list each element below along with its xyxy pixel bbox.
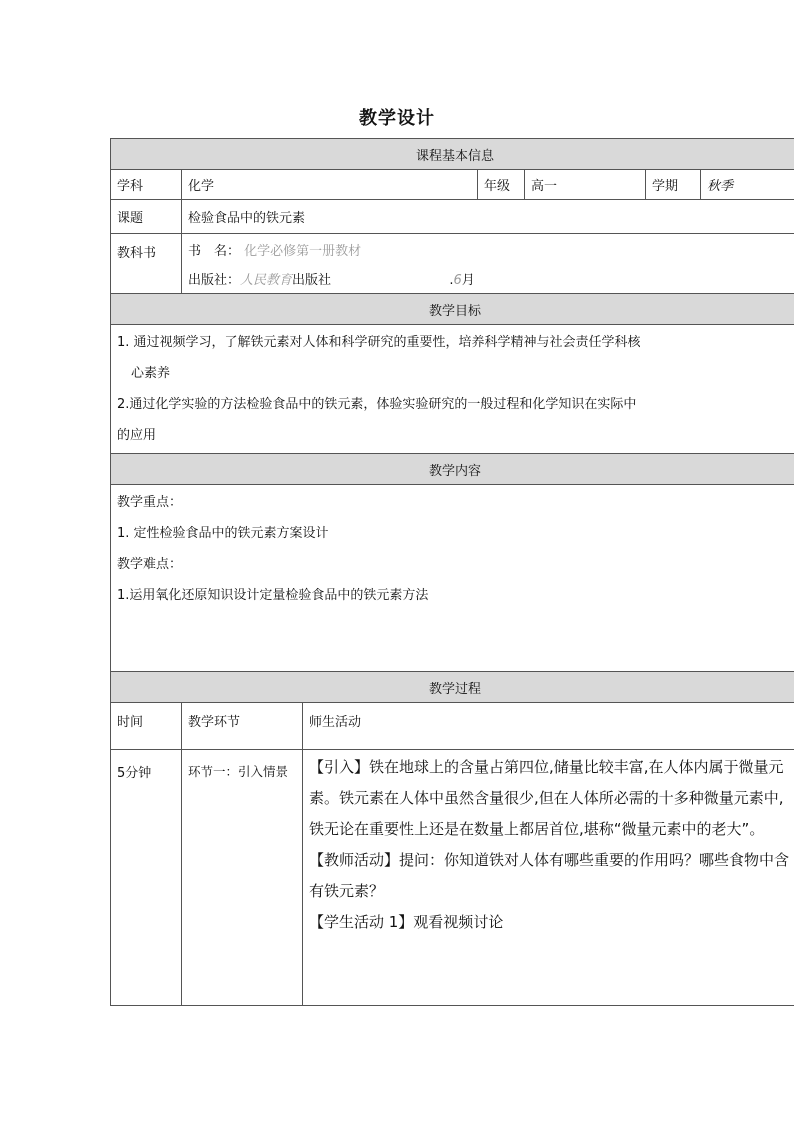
book-name-label: 书 名： — [188, 243, 241, 259]
goal-item-1-line-1: 1. 通过视频学习，了解铁元素对人体和科学研究的重要性，培养科学精神与社会责任学科核 — [117, 335, 641, 350]
col-header-activity: 师生活动 — [303, 703, 794, 750]
subject-value: 化学 — [182, 170, 478, 200]
activity-teacher: 【教师活动】提问：你知道铁对人体有哪些重要的作用吗？哪些食物中含有铁元素？ — [309, 851, 790, 900]
publisher-suffix: 出版社 — [292, 273, 332, 289]
activity-intro: 【引入】铁在地球上的含量占第四位,储量比较丰富,在人体内属于微量元素。铁元素在人体中虽然含量很少,但在人体所必需的十多种微量元素中,铁无论在重要性上还是在数量上都居首位,堪称“微量元素中的老大”。 — [309, 758, 784, 838]
section-header-basic: 课程基本信息 — [111, 139, 794, 170]
col-header-time: 时间 — [111, 703, 182, 750]
key-point-item: 1. 定性检验食品中的铁元素方案设计 — [117, 526, 329, 541]
process-row-stage: 环节一：引入情景 — [182, 750, 303, 1006]
process-row-time: 5分钟 — [111, 750, 182, 1006]
textbook-label: 教科书 — [111, 234, 182, 294]
difficult-points-label: 教学难点： — [117, 557, 183, 572]
section-header-goals: 教学目标 — [111, 294, 794, 325]
publisher-name: 人民教育 — [240, 273, 293, 289]
term-label: 学期 — [646, 170, 701, 200]
book-name-value: 化学必修第一册教材 — [244, 243, 362, 259]
col-header-stage: 教学环节 — [182, 703, 303, 750]
goal-item-2-line-2: 的应用 — [117, 428, 157, 443]
publisher-row — [182, 265, 794, 294]
lesson-design-table — [110, 138, 794, 1006]
key-points-label: 教学重点： — [117, 495, 183, 510]
publish-date-dot: . — [449, 273, 454, 289]
goals-body — [111, 325, 794, 454]
publish-month-suffix: 月 — [461, 273, 475, 289]
goal-item-1-line-2: 心素养 — [131, 366, 171, 381]
grade-label: 年级 — [478, 170, 525, 200]
book-name-row — [182, 234, 794, 265]
process-row-activity — [303, 750, 794, 1006]
content-body — [111, 485, 794, 672]
section-header-process: 教学过程 — [111, 672, 794, 703]
term-value: 秋季 — [701, 170, 794, 200]
topic-label: 课题 — [111, 200, 182, 234]
goal-item-2-line-1: 2.通过化学实验的方法检验食品中的铁元素，体验实验研究的一般过程和化学知识在实际中 — [117, 397, 637, 412]
difficult-point-item: 1.运用氧化还原知识设计定量检验食品中的铁元素方法 — [117, 588, 429, 603]
topic-value: 检验食品中的铁元素 — [182, 200, 794, 234]
publisher-label: 出版社： — [188, 273, 241, 289]
section-header-content: 教学内容 — [111, 454, 794, 485]
publish-month-number: 6 — [453, 273, 462, 289]
subject-label: 学科 — [111, 170, 182, 200]
page-title: 教学设计 — [359, 108, 435, 129]
activity-student: 【学生活动 1】观看视频讨论 — [309, 913, 504, 931]
grade-value: 高一 — [525, 170, 646, 200]
